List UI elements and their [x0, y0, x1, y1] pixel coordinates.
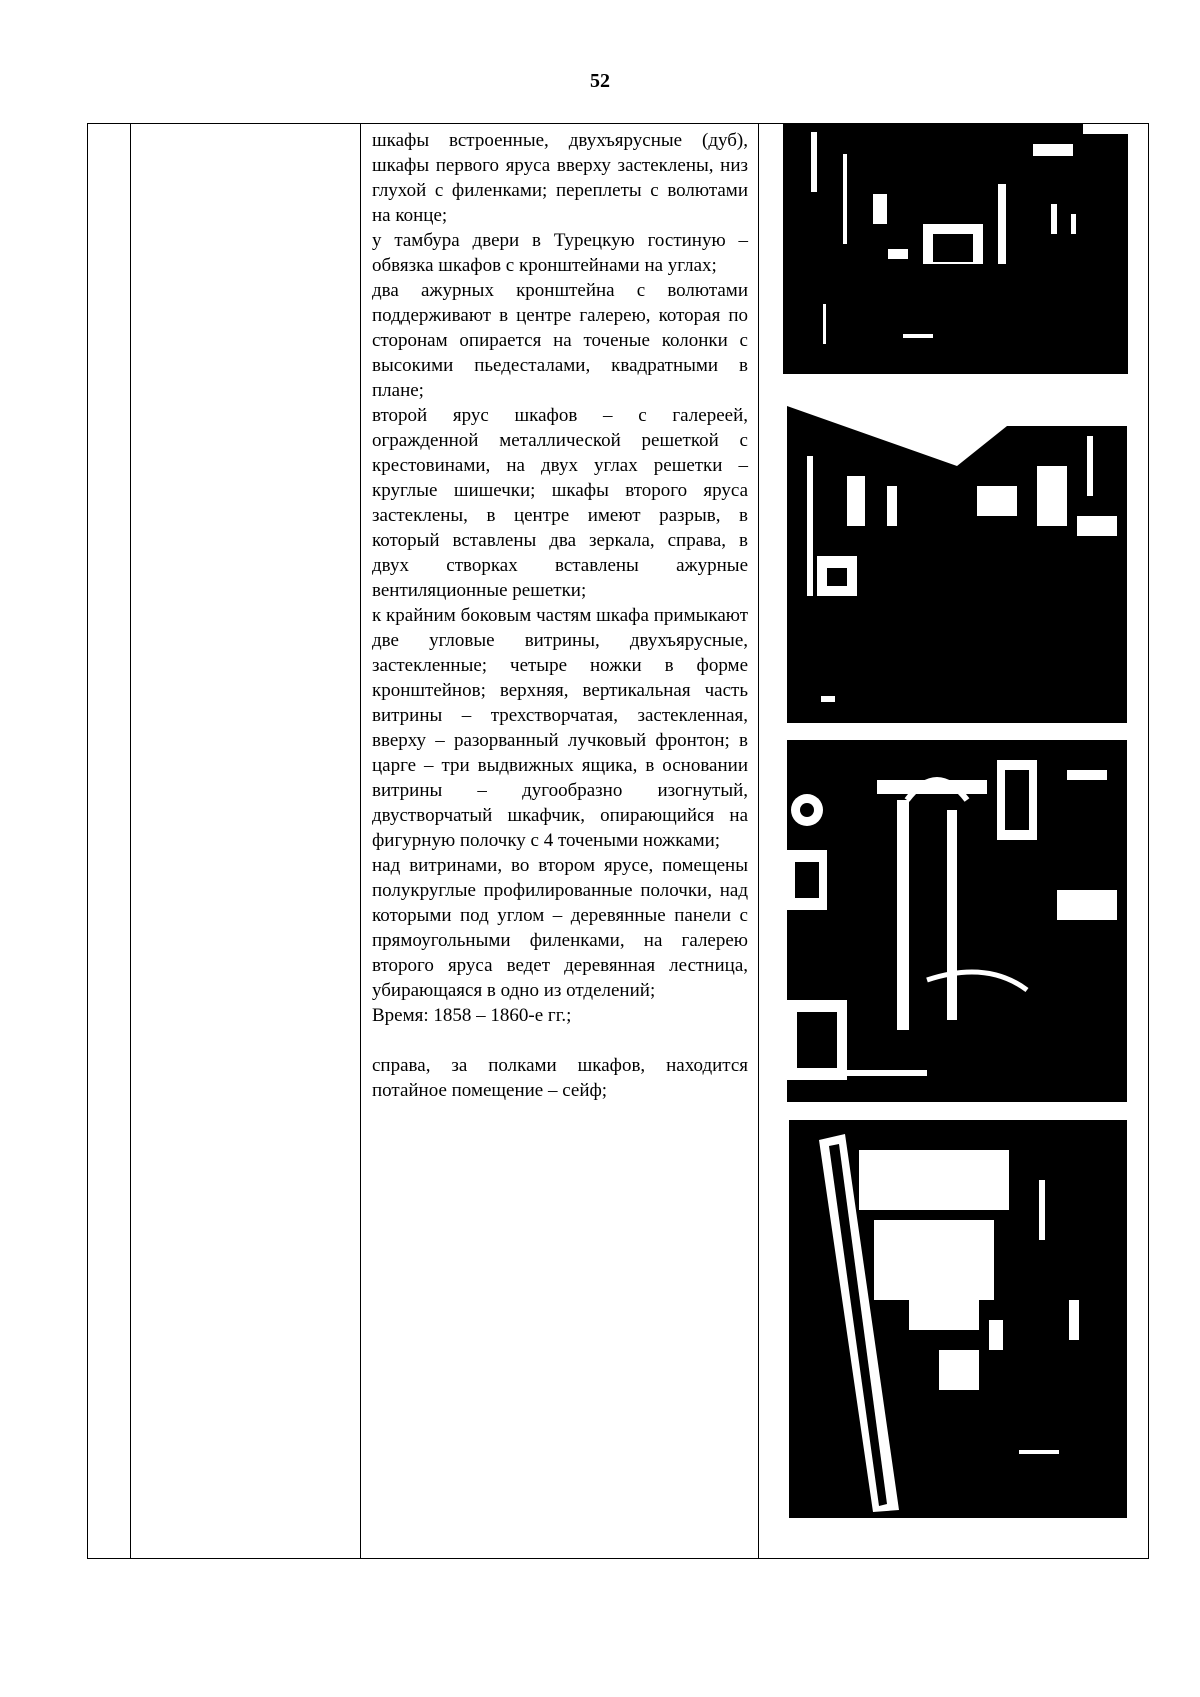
description-paragraph: Время: 1858 – 1860-е гг.; [372, 1005, 572, 1026]
description-text [361, 124, 758, 1103]
photo-corner-showcase [787, 740, 1127, 1102]
photos-cell [759, 124, 1149, 1559]
description-paragraph: к крайним боковым частям шкафа примыкают две угловые витрины, двухъярусные, застекленные; четыре ножки в форме кронштейнов; верхняя, вертикальная часть витрины – трехстворчатая, застекленная, вверху – разорванный лучковый фронтон; в царге – три выдвижных ящика, в основании витрины – дугообразно изогнутый, двустворчатый шкафчик, опирающийся на фигурную полочку с 4 точеными ножками; [372, 605, 748, 851]
photos-column [759, 124, 1148, 1558]
description-paragraph: второй ярус шкафов – с галереей, огражденной металлической решеткой с крестовинами, на двух углах решетки – круглые шишечки; шкафы второго яруса застеклены, в центре имеют разрыв, в который вставлены два зеркала, справа, в двух створках вставлены ажурные вентиляционные решетки; [372, 405, 748, 601]
description-paragraph: у тамбура двери в Турецкую гостиную – обвязка шкафов с кронштейнами на углах; [372, 230, 748, 276]
page-number: 52 [590, 70, 610, 92]
photo-bookcases-top [783, 124, 1128, 374]
description-cell [361, 124, 759, 1559]
table-row [88, 124, 1149, 1559]
description-paragraph: над витринами, во втором ярусе, помещены полукруглые профилированные полочки, над которыми под углом – деревянные панели с прямоугольными филенками, на галерею второго яруса ведет деревянная лестница, убирающаяся в одно из отделений; [372, 855, 748, 1001]
description-paragraph: шкафы встроенные, двухъярусные (дуб), шкафы первого яруса вверху застеклены, низ глухой с филенками; переплеты с волютами на конце; [372, 130, 748, 226]
inventory-table [87, 123, 1149, 1559]
photo-gallery-corner [787, 396, 1127, 723]
photo-hidden-safe-door [789, 1120, 1127, 1518]
number-cell [88, 124, 131, 1559]
description-paragraph: два ажурных кронштейна с волютами поддерживают в центре галерею, которая по сторонам опирается на точеные колонки с высокими пьедесталами, квадратными в плане; [372, 280, 748, 401]
paragraph-gap [372, 1028, 748, 1053]
description-paragraph: справа, за полками шкафов, находится потайное помещение – сейф; [372, 1055, 748, 1101]
object-name-cell [131, 124, 361, 1559]
